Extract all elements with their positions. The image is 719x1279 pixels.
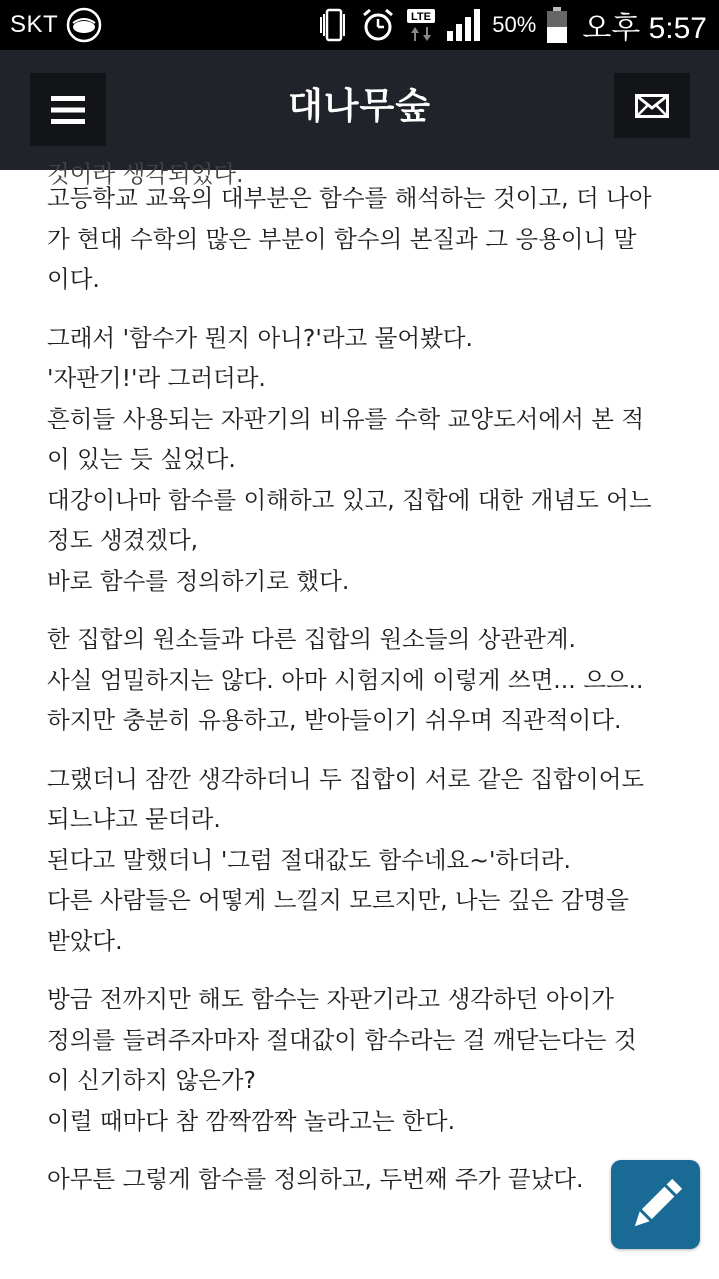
text-line: '자판기!'라 그러더라.	[47, 364, 266, 392]
text-line: 정도 생겼겠다,	[47, 526, 199, 554]
carrier-label: SKT	[10, 11, 59, 38]
vibrate-icon	[318, 7, 350, 43]
paragraph	[47, 619, 687, 741]
status-bar	[0, 0, 719, 50]
write-button[interactable]	[611, 1160, 700, 1249]
text-line: 그랬더니 잠깐 생각하더니 두 집합이 서로 같은 집합이어도	[47, 764, 645, 793]
text-line: 이다.	[47, 265, 100, 293]
paragraph	[47, 759, 687, 962]
paragraph	[47, 178, 687, 300]
text-line: 사실 엄밀하지는 않다. 아마 시험지에 이렇게 쓰면... 으으..	[47, 665, 644, 694]
pencil-icon	[626, 1175, 686, 1235]
carrier-logo-icon	[66, 7, 102, 43]
svg-text:LTE: LTE	[411, 11, 432, 23]
mail-icon	[635, 94, 669, 118]
text-line: 이 신기하지 않은가?	[47, 1066, 257, 1094]
status-icons	[318, 6, 707, 44]
text-line: 이 있는 듯 싶었다.	[47, 445, 236, 473]
app-header	[0, 50, 719, 170]
text-line: 바로 함수를 정의하기로 했다.	[47, 566, 350, 595]
text-line: 다른 사람들은 어떻게 느낄지 모르지만, 나는 깊은 감명을	[47, 886, 629, 914]
paragraph	[47, 318, 687, 602]
text-line: 하지만 충분히 유용하고, 받아들이기 쉬우며 직관적이다.	[47, 706, 622, 734]
text-line: 그래서 '함수가 뭔지 아니?'라고 물어봤다.	[47, 323, 473, 352]
clock: 오후 5:57	[582, 12, 707, 45]
text-line: 고등학교 교육의 대부분은 함수를 해석하는 것이고, 더 나아	[47, 184, 652, 212]
alarm-icon	[360, 7, 396, 43]
text-line: 가 현대 수학의 많은 부분이 함수의 본질과 그 응용이니 말	[47, 224, 637, 253]
paragraph-list	[47, 178, 687, 1200]
text-line: 흔히들 사용되는 자판기의 비유를 수학 교양도서에서 본 적	[47, 404, 645, 433]
app-title: 대나무숲	[287, 86, 432, 127]
lte-icon	[406, 7, 436, 43]
paragraph	[47, 979, 687, 1141]
text-line: 받았다.	[47, 926, 123, 955]
battery-percent: 50%	[492, 12, 537, 37]
text-line: 된다고 말했더니 '그럼 절대값도 함수네요~'하더라.	[47, 845, 571, 874]
text-line: 아무튼 그렇게 함수를 정의하고, 두번째 주가 끝났다.	[47, 1165, 584, 1193]
text-line: 되느냐고 묻더라.	[47, 805, 221, 833]
post-body	[47, 160, 687, 1279]
text-line: 한 집합의 원소들과 다른 집합의 원소들의 상관관계.	[47, 625, 577, 653]
paragraph	[47, 1159, 687, 1200]
mail-button[interactable]	[614, 73, 690, 138]
signal-icon	[446, 7, 484, 43]
partial-text-line: 것이라 생각되었다.	[47, 160, 244, 188]
battery-icon	[546, 6, 568, 44]
text-line: 정의를 들려주자마자 절대값이 함수라는 걸 깨닫는다는 것	[47, 1025, 637, 1054]
text-line: 방금 전까지만 해도 함수는 자판기라고 생각하던 아이가	[47, 985, 614, 1013]
text-line: 이럴 때마다 참 깜짝깜짝 놀라고는 한다.	[47, 1106, 456, 1135]
text-line: 대강이나마 함수를 이해하고 있고, 집합에 대한 개념도 어느	[47, 485, 652, 514]
